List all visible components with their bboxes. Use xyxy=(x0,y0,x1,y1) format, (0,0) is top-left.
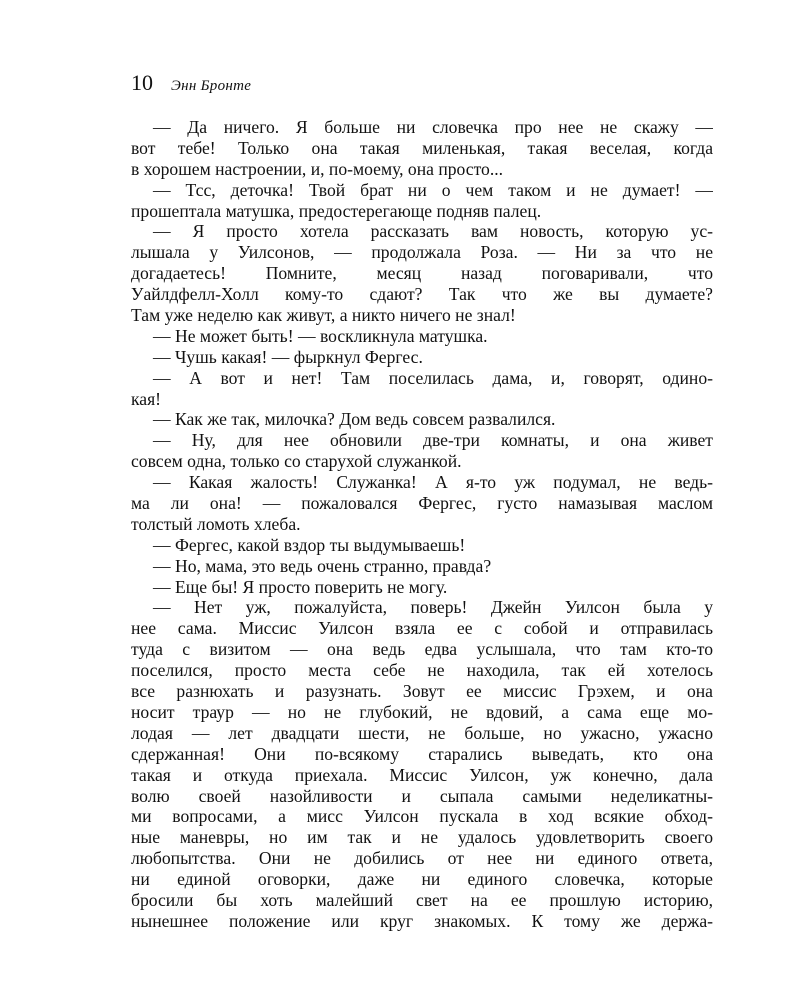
text-line: совсем одна, только со старухой служанкой. xyxy=(131,451,462,472)
text-line: волю своей назойливости и сыпала самыми неделикатны- xyxy=(131,785,713,806)
text-line: вот тебе! Только она такая миленькая, такая веселая, когда xyxy=(131,137,713,158)
text-line: — А вот и нет! Там поселилась дама, и, говорят, одино- xyxy=(153,367,713,388)
text-line: поселился, просто места себе не находила, так ей хотелось xyxy=(131,660,713,681)
text-line: лодая — лет двадцати шести, не больше, но ужасно, ужасно xyxy=(131,722,713,743)
text-line: Там уже неделю как живут, а никто ничего не знал! xyxy=(131,305,516,326)
text-line: такая и откуда приехала. Миссис Уилсон, уж конечно, дала xyxy=(131,764,713,785)
text-line: бросили бы хоть малейший свет на ее прошлую историю, xyxy=(131,889,713,910)
text-line: все разнюхать и разузнать. Зовут ее миссис Грэхем, и она xyxy=(131,681,713,702)
text-line: нынешнее положение или круг знакомых. К тому же держа- xyxy=(131,910,713,931)
text-line: — Тсс, деточка! Твой брат ни о чем таком и не думает! — xyxy=(153,179,713,200)
text-line: толстый ломоть хлеба. xyxy=(131,513,301,534)
page-number: 10 xyxy=(131,70,153,95)
text-line: — Нет уж, пожалуйста, поверь! Джейн Уилсон была у xyxy=(153,597,713,618)
text-line: в хорошем настроении, и, по-моему, она просто... xyxy=(131,158,504,179)
text-line: лышала у Уилсонов, — продолжала Роза. — Ни за что не xyxy=(131,242,713,263)
text-line: — Я просто хотела рассказать вам новость, которую ус- xyxy=(153,221,713,242)
text-line: — Фергес, какой вздор ты выдумываешь! xyxy=(153,534,466,555)
text-line: ма ли она! — пожаловался Фергес, густо намазывая маслом xyxy=(131,493,713,514)
text-line: ми вопросами, а мисс Уилсон пускала в ход всякие обход- xyxy=(131,806,713,827)
text-line: прошептала матушка, предостерегающе подняв палец. xyxy=(131,200,542,221)
text-line: — Какая жалость! Служанка! А я-то уж подумал, не ведь- xyxy=(153,472,713,493)
text-line: Уайлдфелл-Холл кому-то сдают? Так что же вы думаете? xyxy=(131,284,713,305)
text-line: сдержанная! Они по-всякому старались выведать, кто она xyxy=(131,743,713,764)
text-line: — Не может быть! — воскликнула матушка. xyxy=(153,325,488,346)
text-line: — Но, мама, это ведь очень странно, правда? xyxy=(153,555,492,576)
text-line: — Как же так, милочка? Дом ведь совсем развалился. xyxy=(153,409,556,430)
text-line: — Чушь какая! — фыркнул Фергес. xyxy=(153,346,423,367)
running-head xyxy=(131,70,251,100)
text-line: туда с визитом — она ведь едва услышала, что там кто-то xyxy=(131,639,713,660)
text-line: ни единой оговорки, даже ни единого словечка, которые xyxy=(131,869,713,890)
body-text xyxy=(131,117,713,932)
text-line: — Ну, для нее обновили две-три комнаты, и она живет xyxy=(153,430,713,451)
text-line: носит траур — но не глубокий, не вдовий, а сама еще мо- xyxy=(131,701,713,722)
text-line: кая! xyxy=(131,388,162,409)
text-line: нее сама. Миссис Уилсон взяла ее с собой и отправилась xyxy=(131,618,713,639)
text-line: догадаетесь! Помните, месяц назад поговаривали, что xyxy=(131,263,713,284)
text-line: ные маневры, но им так и не удалось удовлетворить своего xyxy=(131,827,713,848)
text-line: — Да ничего. Я больше ни словечка про нее не скажу — xyxy=(153,117,713,137)
text-line: любопытства. Они не добились от нее ни единого ответа, xyxy=(131,848,713,869)
book-author: Энн Бронте xyxy=(171,78,252,94)
text-line: — Еще бы! Я просто поверить не могу. xyxy=(153,576,448,597)
